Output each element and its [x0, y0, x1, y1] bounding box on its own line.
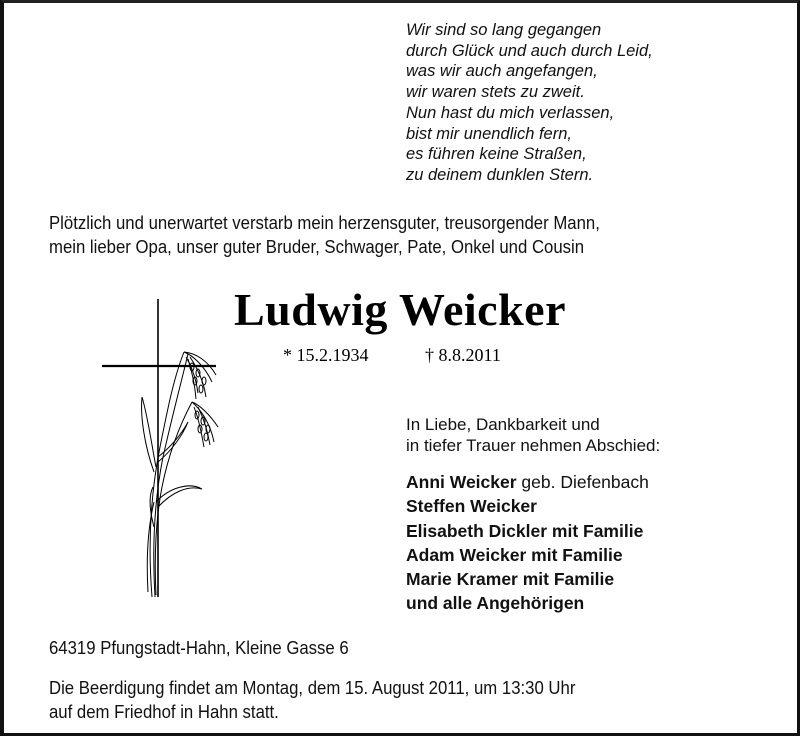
deceased-name: Ludwig Weicker — [234, 284, 567, 335]
mourning-line: in tiefer Trauer nehmen Abschied: — [406, 436, 661, 455]
mourner-name: Anni Weicker — [406, 472, 517, 492]
poem-line: Nun hast du mich verlassen, — [406, 103, 615, 122]
mourner-name: Steffen Weicker — [406, 496, 537, 517]
mourner-name: und alle Angehörigen — [406, 593, 585, 614]
funeral-info — [49, 676, 575, 724]
funeral-line: auf dem Friedhof in Hahn statt. — [49, 702, 279, 722]
mourner-item — [406, 591, 649, 615]
poem-line: wir waren stets zu zweit. — [406, 83, 585, 102]
intro-line: Plötzlich und unerwartet verstarb mein herzensguter, treusorgender Mann, — [49, 213, 600, 233]
mourner-name: Elisabeth Dickler mit Familie — [406, 520, 644, 541]
poem-line: bist mir unendlich fern, — [406, 124, 572, 143]
poem-line: es führen keine Straßen, — [406, 145, 587, 164]
mourner-item — [406, 543, 649, 567]
maiden-name: geb. Diefenbach — [516, 472, 649, 492]
mourner-item — [406, 519, 649, 543]
poem-line: zu deinem dunklen Stern. — [406, 165, 594, 184]
death-date: † 8.8.2011 — [425, 345, 501, 365]
poem-line: durch Glück und auch durch Leid, — [406, 41, 653, 60]
intro-line: mein lieber Opa, unser guter Bruder, Schwager, Pate, Onkel und Cousin — [49, 237, 585, 257]
address: 64319 Pfungstadt-Hahn, Kleine Gasse 6 — [49, 638, 349, 658]
mourner-name: Adam Weicker mit Familie — [406, 544, 623, 565]
mourner-item — [406, 567, 649, 591]
poem — [406, 20, 653, 186]
birth-date: * 15.2.1934 — [283, 345, 369, 365]
intro-text — [49, 211, 600, 259]
mourning-statement — [406, 414, 660, 456]
poem-line: Wir sind so lang gegangen — [406, 21, 602, 39]
poem-line: was wir auch angefangen, — [406, 62, 598, 81]
mourning-line: In Liebe, Dankbarkeit und — [406, 415, 600, 434]
mourners-list — [406, 470, 649, 616]
mourner-item — [406, 494, 649, 518]
funeral-line: Die Beerdigung findet am Montag, dem 15. August 2011, um 13:30 Uhr — [49, 678, 576, 698]
mourner-item — [406, 470, 649, 494]
mourner-name: Marie Kramer mit Familie — [406, 569, 615, 590]
cross-with-wheat-icon — [100, 297, 220, 597]
